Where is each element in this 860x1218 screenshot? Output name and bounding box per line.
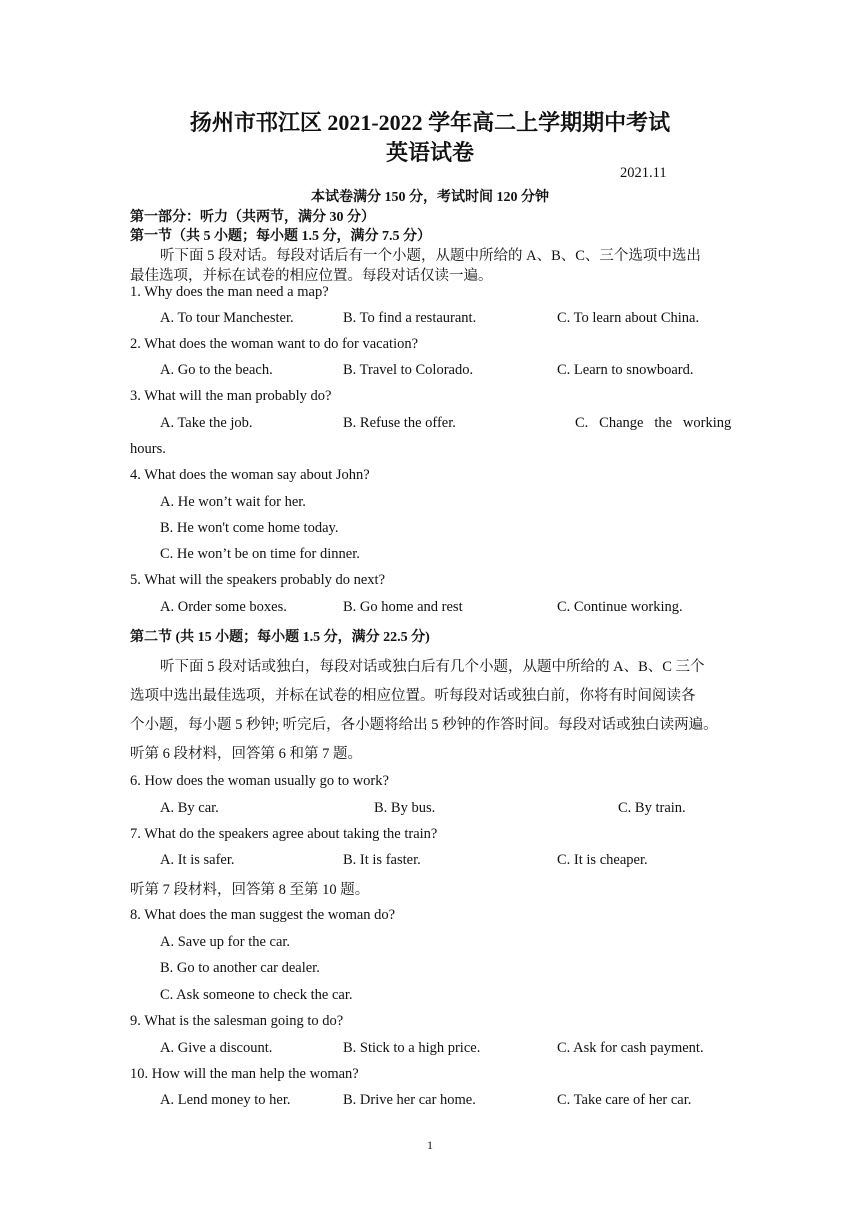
q2-option-b: B. Travel to Colorado. [343,362,474,378]
q3-option-c-wrap: hours. [130,441,166,457]
q9-option-b: B. Stick to a high price. [343,1040,481,1056]
q2-option-a: A. Go to the beach. [160,362,273,378]
section1-instruction-line2: 最佳选项，并标在试卷的相应位置。每段对话仅读一遍。 [130,268,493,284]
section1-instruction-line1: 听下面 5 段对话。每段对话后有一个小题，从题中所给的 A、B、C、三个选项中选出 [160,248,701,264]
q6-option-a: A. By car. [160,800,219,816]
q8-option-a: A. Save up for the car. [160,934,291,950]
q10-option-a: A. Lend money to her. [160,1092,291,1108]
exam-title: 扬州市邗江区 2021-2022 学年高二上学期期中考试 [189,110,671,135]
q3-option-b: B. Refuse the offer. [343,415,456,431]
q6-option-b: B. By bus. [374,800,436,816]
question-8: 8. What does the man suggest the woman do? [130,907,396,923]
question-10: 10. How will the man help the woman? [130,1066,359,1082]
q8-option-b: B. Go to another car dealer. [160,960,320,976]
q5-option-b: B. Go home and rest [343,599,463,615]
page-number: 1 [427,1138,433,1152]
q6-option-c: C. By train. [618,800,686,816]
q9-option-a: A. Give a discount. [160,1040,273,1056]
question-1: 1. Why does the man need a map? [130,284,329,300]
q7-option-a: A. It is safer. [160,852,235,868]
exam-info: 本试卷满分 150 分，考试时间 120 分钟 [311,190,549,205]
q5-option-c: C. Continue working. [557,599,683,615]
q1-option-b: B. To find a restaurant. [343,310,477,326]
q3-option-c: C. Change the working [575,415,732,431]
q8-option-c: C. Ask someone to check the car. [160,987,353,1003]
q9-option-c: C. Ask for cash payment. [557,1040,704,1056]
exam-subtitle: 英语试卷 [385,140,474,165]
q4-option-b: B. He won't come home today. [160,520,339,536]
question-4: 4. What does the woman say about John? [130,467,370,483]
q5-option-a: A. Order some boxes. [160,599,287,615]
q10-option-c: C. Take care of her car. [557,1092,692,1108]
exam-date: 2021.11 [620,165,667,181]
section2-instruction-line3: 个小题，每小题 5 秒钟; 听完后，各小题将给出 5 秒钟的作答时间。每段对话或独白读两遍。 [130,717,718,733]
q4-option-a: A. He won’t wait for her. [160,494,306,510]
q10-option-b: B. Drive her car home. [343,1092,476,1108]
question-3: 3. What will the man probably do? [130,388,332,404]
listen-material-6: 听第 6 段材料，回答第 6 和第 7 题。 [130,746,362,762]
part1-heading: 第一部分：听力（共两节，满分 30 分） [130,210,375,225]
section1-heading: 第一节（共 5 小题；每小题 1.5 分，满分 7.5 分） [130,229,431,244]
question-7: 7. What do the speakers agree about taking the train? [130,826,438,842]
q7-option-b: B. It is faster. [343,852,421,868]
q3-option-a: A. Take the job. [160,415,253,431]
q4-option-c: C. He won’t be on time for dinner. [160,546,360,562]
question-6: 6. How does the woman usually go to work? [130,773,389,789]
section2-heading: 第二节 (共 15 小题；每小题 1.5 分，满分 22.5 分) [130,630,430,645]
question-2: 2. What does the woman want to do for vacation? [130,336,419,352]
section2-instruction-line2: 选项中选出最佳选项，并标在试卷的相应位置。听每段对话或独白前，你将有时间阅读各 [130,688,696,704]
listen-material-7: 听第 7 段材料，回答第 8 至第 10 题。 [130,882,370,898]
question-5: 5. What will the speakers probably do next? [130,572,386,588]
q1-option-c: C. To learn about China. [557,310,700,326]
q7-option-c: C. It is cheaper. [557,852,648,868]
q1-option-a: A. To tour Manchester. [160,310,294,326]
section2-instruction-line1: 听下面 5 段对话或独白，每段对话或独白后有几个小题，从题中所给的 A、B、C 三个 [160,659,705,675]
question-9: 9. What is the salesman going to do? [130,1013,344,1029]
q2-option-c: C. Learn to snowboard. [557,362,694,378]
